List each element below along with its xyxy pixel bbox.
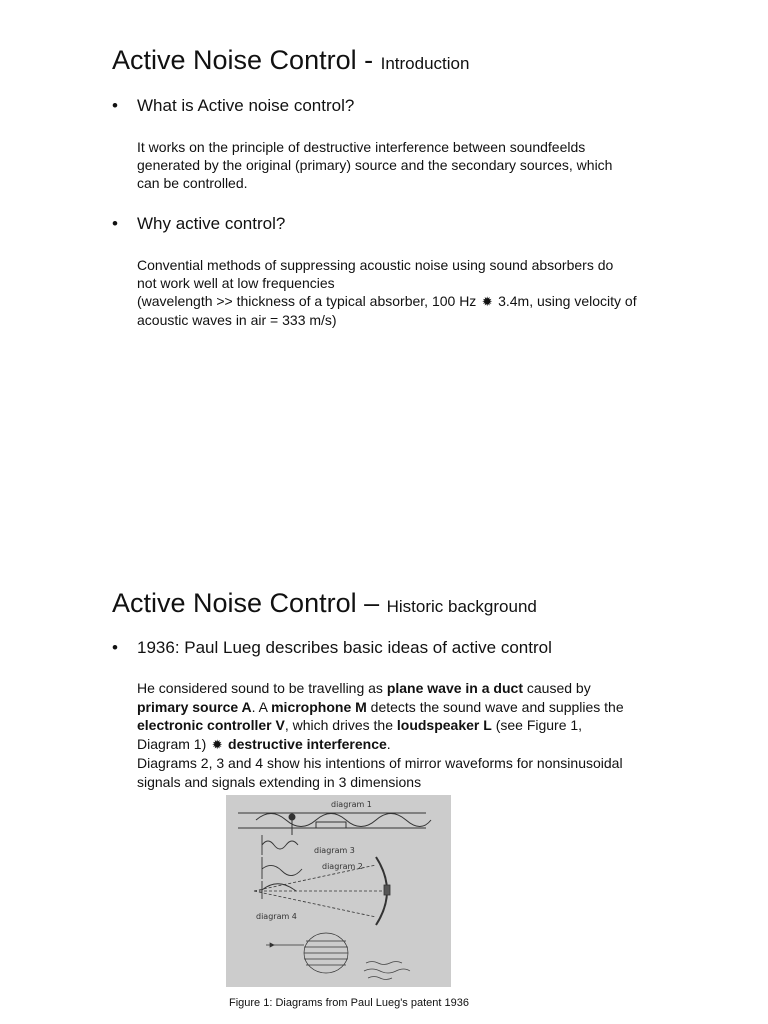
section1-title-sub: Introduction [380, 54, 470, 73]
bold-run: microphone M [271, 698, 367, 715]
text-run: . [386, 735, 391, 752]
section2-bullet-lueg [112, 638, 552, 658]
section1-title [112, 40, 469, 77]
section1-title-main: Active Noise Control - [112, 45, 381, 75]
text-run: detects the sound wave and supplies the [366, 698, 624, 715]
section1-bullet-why [112, 214, 285, 234]
bold-run: plane wave in a duct [386, 680, 523, 696]
line: acoustic waves in air = 333 m/s) [137, 312, 337, 328]
patent-diagram [226, 795, 451, 987]
figure-caption: Figure 1: Diagrams from Paul Lueg's patent 1936 [229, 997, 469, 1009]
text-run: caused by [522, 680, 591, 696]
bullet-dot: • [112, 214, 118, 233]
text-run: Diagram 1) [137, 735, 211, 752]
bullet-dot: • [112, 638, 118, 657]
bold-run: primary source A [137, 698, 252, 715]
diagram4-label: diagram 4 [256, 912, 297, 921]
line: can be controlled. [137, 175, 248, 191]
section2-title-main: Active Noise Control – [112, 588, 387, 618]
line: 3.4m, using velocity of [494, 293, 637, 309]
line: (wavelength >> thickness of a typical absorber, 100 Hz [137, 293, 481, 309]
text-run: signals and signals extending in 3 dimensions [137, 773, 422, 790]
line: generated by the original (primary) source and the secondary sources, which [137, 157, 613, 173]
patent-figure [226, 795, 451, 987]
line: It works on the principle of destructive interference between soundfeelds [137, 139, 586, 155]
star-burst-icon: ✹ [211, 736, 223, 752]
line: Convential methods of suppressing acoustic noise using sound absorbers do [137, 257, 614, 273]
bullet-text: Why active control? [137, 214, 286, 233]
text-run: He considered sound to be travelling as [137, 680, 387, 696]
diagram1-label: diagram 1 [331, 800, 372, 809]
bullet-text: What is Active noise control? [137, 96, 355, 115]
section1-bullet-what [112, 96, 354, 116]
line: not work well at low frequencies [137, 275, 335, 291]
bold-run: electronic controller V [137, 717, 285, 733]
text-run: Diagrams 2, 3 and 4 show his intentions of mirror waveforms for nonsinusoidal [137, 755, 623, 771]
bullet-dot: • [112, 96, 118, 115]
section2-para-description [137, 679, 677, 791]
text-run: . A [251, 698, 272, 715]
bold-run: loudspeaker L [396, 717, 492, 733]
bullet-text: 1936: Paul Lueg describes basic ideas of active control [137, 638, 552, 657]
text-run: , which drives the [284, 717, 397, 733]
section2-title [112, 583, 537, 620]
diagram3-label: diagram 3 [314, 846, 355, 855]
diagram2-label: diagram 2 [322, 862, 363, 871]
section2-title-sub: Historic background [386, 597, 537, 616]
text-run: (see Figure 1, [491, 717, 583, 733]
bold-run: destructive interference [228, 735, 387, 752]
star-burst-icon: ✹ [481, 294, 493, 309]
section1-para-conventional [137, 256, 637, 329]
section1-para-principle [137, 138, 612, 192]
